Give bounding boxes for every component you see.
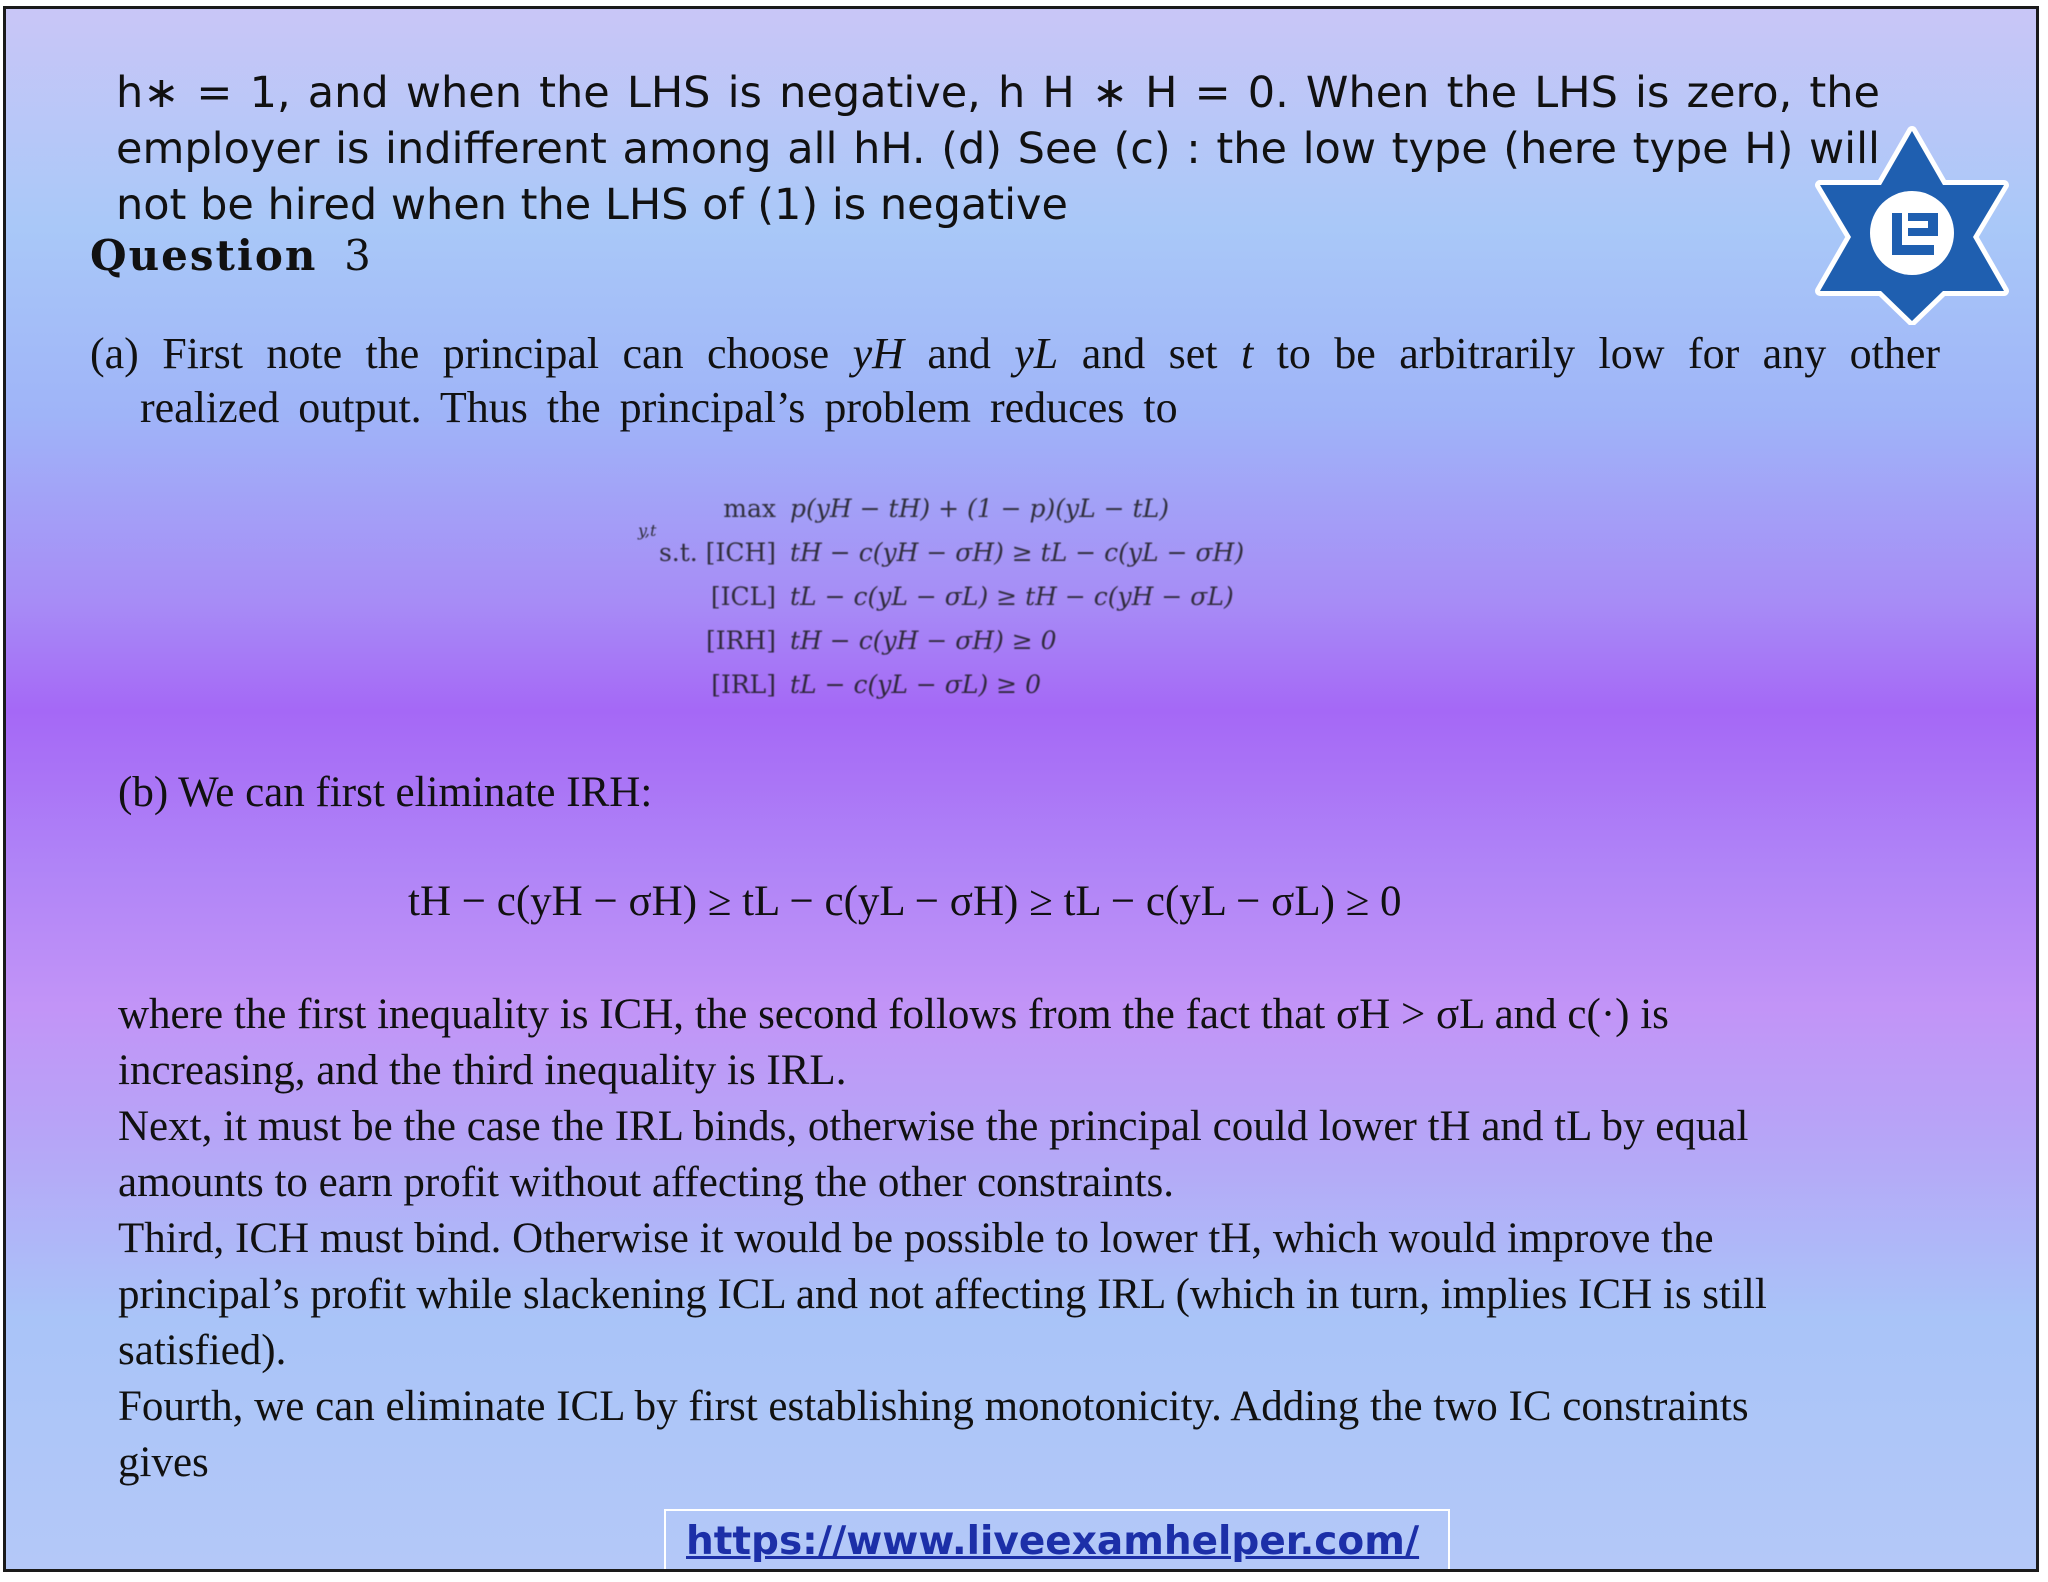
max-subscript: y,t — [638, 521, 657, 540]
constraint-tag: [IRL] — [711, 670, 776, 699]
objective-expression: p(yH − tH) + (1 − p)(yL − tL) — [790, 494, 1169, 523]
constraint-tag: s.t. [ICH] — [658, 538, 776, 567]
text-line: gives — [118, 1439, 209, 1486]
part-a-text-1: (a) First note the principal can choose — [90, 329, 853, 378]
max-operator: max — [723, 494, 776, 523]
text-line: amounts to earn profit without affecting the other constraints. — [118, 1159, 1175, 1206]
constraint-irh — [626, 619, 1244, 663]
footer-url-box — [664, 1509, 1450, 1572]
var-yl: yL — [1014, 329, 1059, 378]
objective-row — [626, 487, 1244, 540]
part-b-heading: (b) We can first eliminate IRH: — [118, 769, 653, 816]
constraint-tag: [ICL] — [710, 582, 776, 611]
text-line: Third, ICH must bind. Otherwise it would be possible to lower tH, which would improve the — [118, 1215, 1714, 1262]
text-line: principal’s profit while slackening ICL and not affecting IRL (which in turn, implies ICH is still — [118, 1271, 1767, 1318]
var-yh: yH — [852, 329, 904, 378]
text-line: where the first inequality is ICH, the second follows from the fact that σH > σL and c(·) is — [118, 991, 1669, 1038]
intro-paragraph: h∗ = 1, and when the LHS is negative, h H ∗ H = 0. When the LHS is zero, the employer is indifferent among all hH. (d) See (c) : the low type (here type H) will not be hired when the LHS of (1) is negative — [116, 68, 1880, 230]
constraint-expression: tH − c(yH − σH) ≥ 0 — [790, 626, 1057, 655]
question-number: 3 — [344, 231, 371, 280]
constraint-tag: [IRH] — [705, 626, 776, 655]
part-a-text-4: to be arbitrarily low for any other realized output. Thus the principal’s problem reduces to — [140, 329, 1941, 432]
constraint-ich — [626, 531, 1244, 575]
constraint-irl — [626, 663, 1244, 707]
constraint-expression: tL − c(yL − σL) ≥ 0 — [790, 670, 1041, 699]
text-line: Next, it must be the case the IRL binds, otherwise the principal could lower tH and tL by equal — [118, 1103, 1749, 1150]
part-a-text-2: and — [903, 329, 1015, 378]
part-a-paragraph — [90, 327, 1940, 435]
star-logo-icon — [1812, 125, 2012, 325]
optimization-problem — [626, 487, 1244, 707]
question-word: Question — [90, 231, 318, 280]
text-line: increasing, and the third inequality is IRL. — [118, 1047, 847, 1094]
text-line: Fourth, we can eliminate ICL by first establishing monotonicity. Adding the two IC constraints — [118, 1383, 1749, 1430]
part-a-text-3: and set — [1058, 329, 1241, 378]
inequality-chain: tH − c(yH − σH) ≥ tL − c(yL − σH) ≥ tL − c(yL − σL) ≥ 0 — [408, 878, 1402, 925]
objective-tag — [626, 487, 790, 540]
constraint-expression: tL − c(yL − σL) ≥ tH − c(yH − σL) — [790, 582, 1234, 611]
constraint-icl — [626, 575, 1244, 619]
var-t: t — [1240, 329, 1254, 378]
explanation-text — [118, 987, 1908, 1491]
question-heading — [90, 231, 371, 280]
footer-url-link[interactable]: https://www.liveexamhelper.com/ — [686, 1519, 1420, 1564]
text-line: satisfied). — [118, 1327, 287, 1374]
document-page — [3, 6, 2039, 1572]
constraint-expression: tH − c(yH − σH) ≥ tL − c(yL − σH) — [790, 538, 1245, 567]
